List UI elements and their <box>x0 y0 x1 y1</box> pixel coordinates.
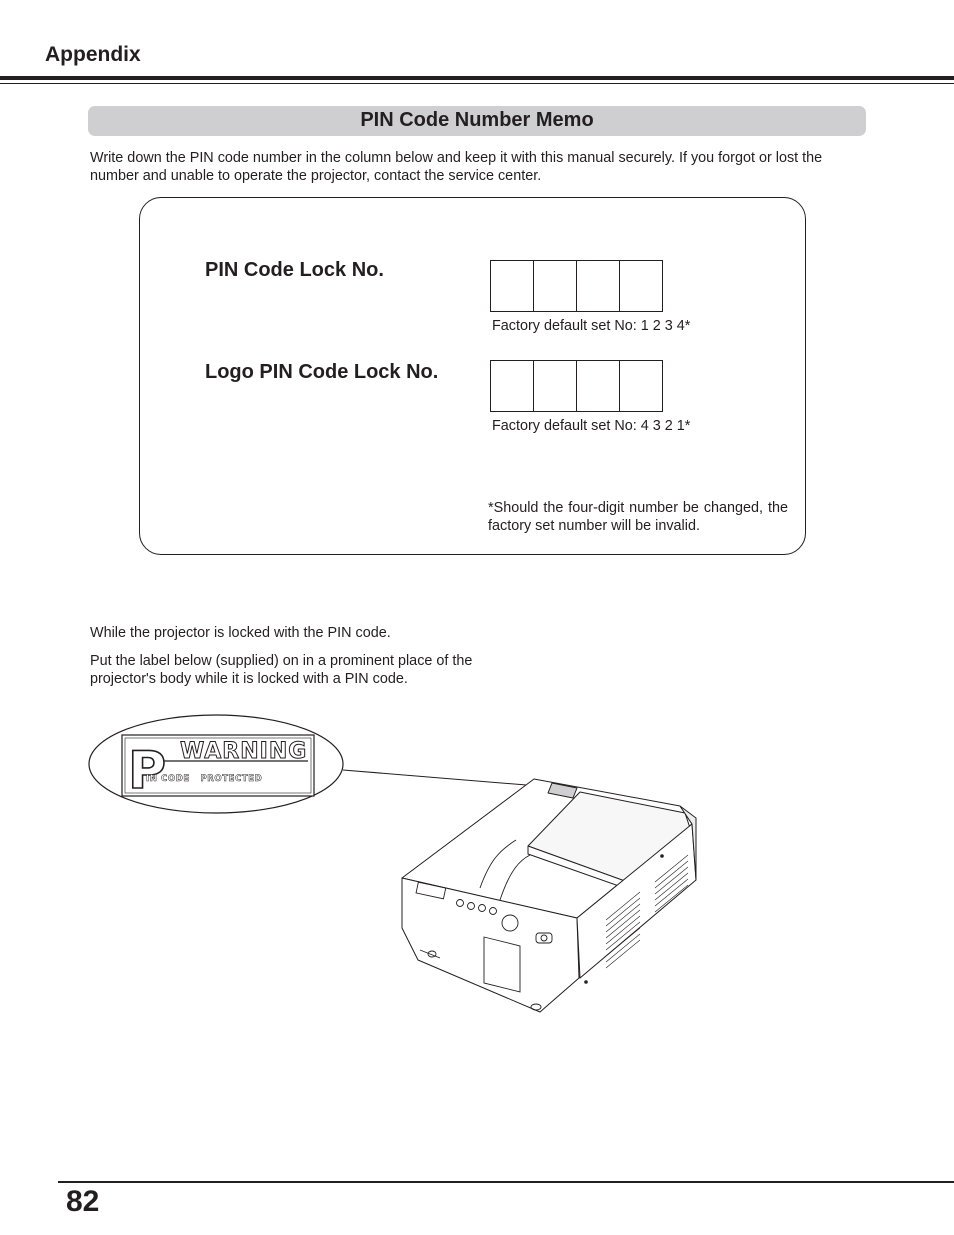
header-rule-thin <box>0 83 954 84</box>
locked-note: While the projector is locked with the PIN code. <box>90 625 391 641</box>
logo-pin-code-boxes <box>490 360 662 412</box>
pin-digit-box <box>490 260 534 312</box>
logo-pin-code-lock-label: Logo PIN Code Lock No. <box>205 361 439 383</box>
change-note: *Should the four-digit number be changed, the factory set number will be invalid. <box>488 500 788 534</box>
pin-digit-box <box>619 260 663 312</box>
pin-digit-box <box>490 360 534 412</box>
leader-line <box>343 770 551 787</box>
warning-label-sticker <box>122 735 314 801</box>
pin-default-note: Factory default set No: 1 2 3 4* <box>492 318 691 334</box>
label-warning-text: WARNING <box>180 739 308 764</box>
label-instruction: Put the label below (supplied) on in a prominent place of the projector's body while it is locked with a PIN code. <box>90 653 473 687</box>
memo-intro-text: Write down the PIN code number in the column below and keep it with this manual securely. If you forgot or lost the number and unable to operate the projector, contact the service center. <box>90 150 823 184</box>
pin-code-boxes <box>490 260 662 312</box>
pin-code-lock-label: PIN Code Lock No. <box>205 259 384 281</box>
section-title: Appendix <box>45 43 141 66</box>
pin-digit-box <box>576 260 620 312</box>
projector-body <box>402 779 696 1012</box>
logo-pin-default-note: Factory default set No: 4 3 2 1* <box>492 418 691 434</box>
pin-digit-box <box>619 360 663 412</box>
label-big-p: P <box>128 741 167 801</box>
memo-title-bar: PIN Code Number Memo <box>88 106 866 136</box>
label-protected-text: IN CODE PROTECTED <box>146 774 263 784</box>
footer-rule <box>58 1181 954 1183</box>
pin-digit-box <box>576 360 620 412</box>
page-number: 82 <box>66 1185 100 1218</box>
projector-illustration <box>80 710 720 1030</box>
header-rule-thick <box>0 76 954 80</box>
pin-digit-box <box>533 260 577 312</box>
pin-digit-box <box>533 360 577 412</box>
